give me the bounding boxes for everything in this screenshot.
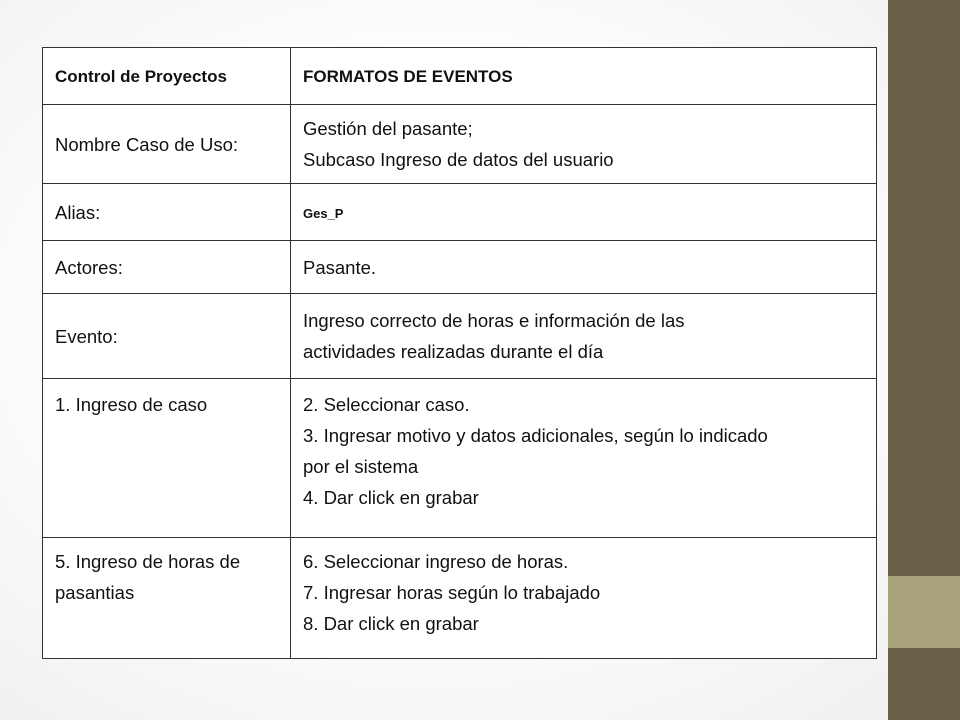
flow-step: 2. Seleccionar caso. <box>303 394 470 415</box>
flow-step: 6. Seleccionar ingreso de horas. <box>303 551 569 572</box>
alias-row <box>43 184 877 241</box>
event-label: Evento: <box>43 294 291 379</box>
flow-step: 8. Dar click en grabar <box>303 613 479 634</box>
decorative-sidebar-accent <box>888 576 960 648</box>
flow-step: 7. Ingresar horas según lo trabajado <box>303 582 601 603</box>
flow-step: 3. Ingresar motivo y datos adicionales, según lo indicado <box>303 425 768 446</box>
use-case-name-label: Nombre Caso de Uso: <box>43 105 291 184</box>
event-line: Ingreso correcto de horas e información de las <box>303 310 685 331</box>
flow-row-2 <box>43 538 877 659</box>
flow-1-system-response <box>291 379 877 538</box>
header-event-formats: FORMATOS DE EVENTOS <box>291 48 877 105</box>
event-value <box>291 294 877 379</box>
header-row <box>43 48 877 105</box>
header-project-control: Control de Proyectos <box>43 48 291 105</box>
use-case-table <box>42 47 877 659</box>
flow-1-actor-action: 1. Ingreso de caso <box>43 379 291 538</box>
use-case-name-value <box>291 105 877 184</box>
flow-2-actor-action <box>43 538 291 659</box>
alias-value: Ges_P <box>303 205 344 221</box>
alias-cell <box>291 184 877 241</box>
flow-step: por el sistema <box>303 456 419 477</box>
flow-step: 4. Dar click en grabar <box>303 487 479 508</box>
actors-value: Pasante. <box>291 241 877 294</box>
actors-row <box>43 241 877 294</box>
flow-row-1 <box>43 379 877 538</box>
event-line: actividades realizadas durante el día <box>303 341 604 362</box>
flow-2-system-response <box>291 538 877 659</box>
actors-label: Actores: <box>43 241 291 294</box>
alias-label: Alias: <box>43 184 291 241</box>
use-case-subcase-line: Subcaso Ingreso de datos del usuario <box>303 149 614 170</box>
event-row <box>43 294 877 379</box>
use-case-name-line: Gestión del pasante; <box>303 118 473 139</box>
flow-2-actor-line: pasantias <box>55 582 135 603</box>
flow-2-actor-line: 5. Ingreso de horas de <box>55 551 241 572</box>
use-case-name-row <box>43 105 877 184</box>
